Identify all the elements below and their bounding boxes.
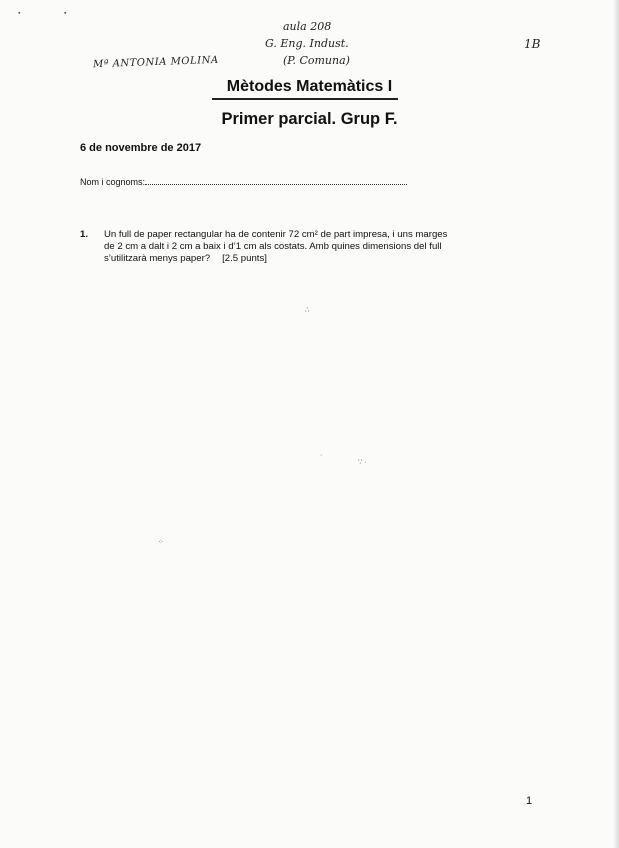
question-line-1: Un full de paper rectangular ha de contenir 72 cm² de part impresa, i uns marges <box>104 229 448 240</box>
scan-speck: ∵ · <box>358 459 367 466</box>
handwritten-page-code: 1B <box>524 37 541 51</box>
course-title: Mètodes Matemàtics I <box>226 78 393 95</box>
name-field <box>80 176 407 187</box>
handwritten-author: Mª ANTONIA MOLINA <box>92 54 219 71</box>
scan-speck: ⁘ <box>158 539 164 546</box>
scan-speck: ∴ <box>305 307 310 314</box>
question-text <box>104 229 530 265</box>
handwritten-group: G. Eng. Indust. <box>265 37 349 50</box>
question-line-3 <box>104 253 530 265</box>
exam-date: 6 de novembre de 2017 <box>80 142 202 154</box>
name-label: Nom i cognoms: <box>80 177 146 187</box>
name-dotted-line <box>145 176 407 185</box>
title-underline <box>212 98 398 100</box>
exam-title: Primer parcial. Grup F. <box>221 110 398 128</box>
scan-speck: ▪ <box>18 10 21 17</box>
question-number: 1. <box>80 229 89 240</box>
scan-speck: ▪ <box>64 10 67 17</box>
handwritten-room: aula 208 <box>283 20 332 33</box>
question-line-2: de 2 cm a dalt i 2 cm a baix i d’1 cm als costats. Amb quines dimensions del full <box>104 241 442 252</box>
question-points: [2.5 punts] <box>222 253 267 264</box>
handwritten-professor: (P. Comuna) <box>283 54 350 67</box>
question-line-3-text: s’utilitzarà menys paper? <box>104 253 211 264</box>
scan-speck: · <box>320 452 323 459</box>
page-number: 1 <box>526 795 533 807</box>
